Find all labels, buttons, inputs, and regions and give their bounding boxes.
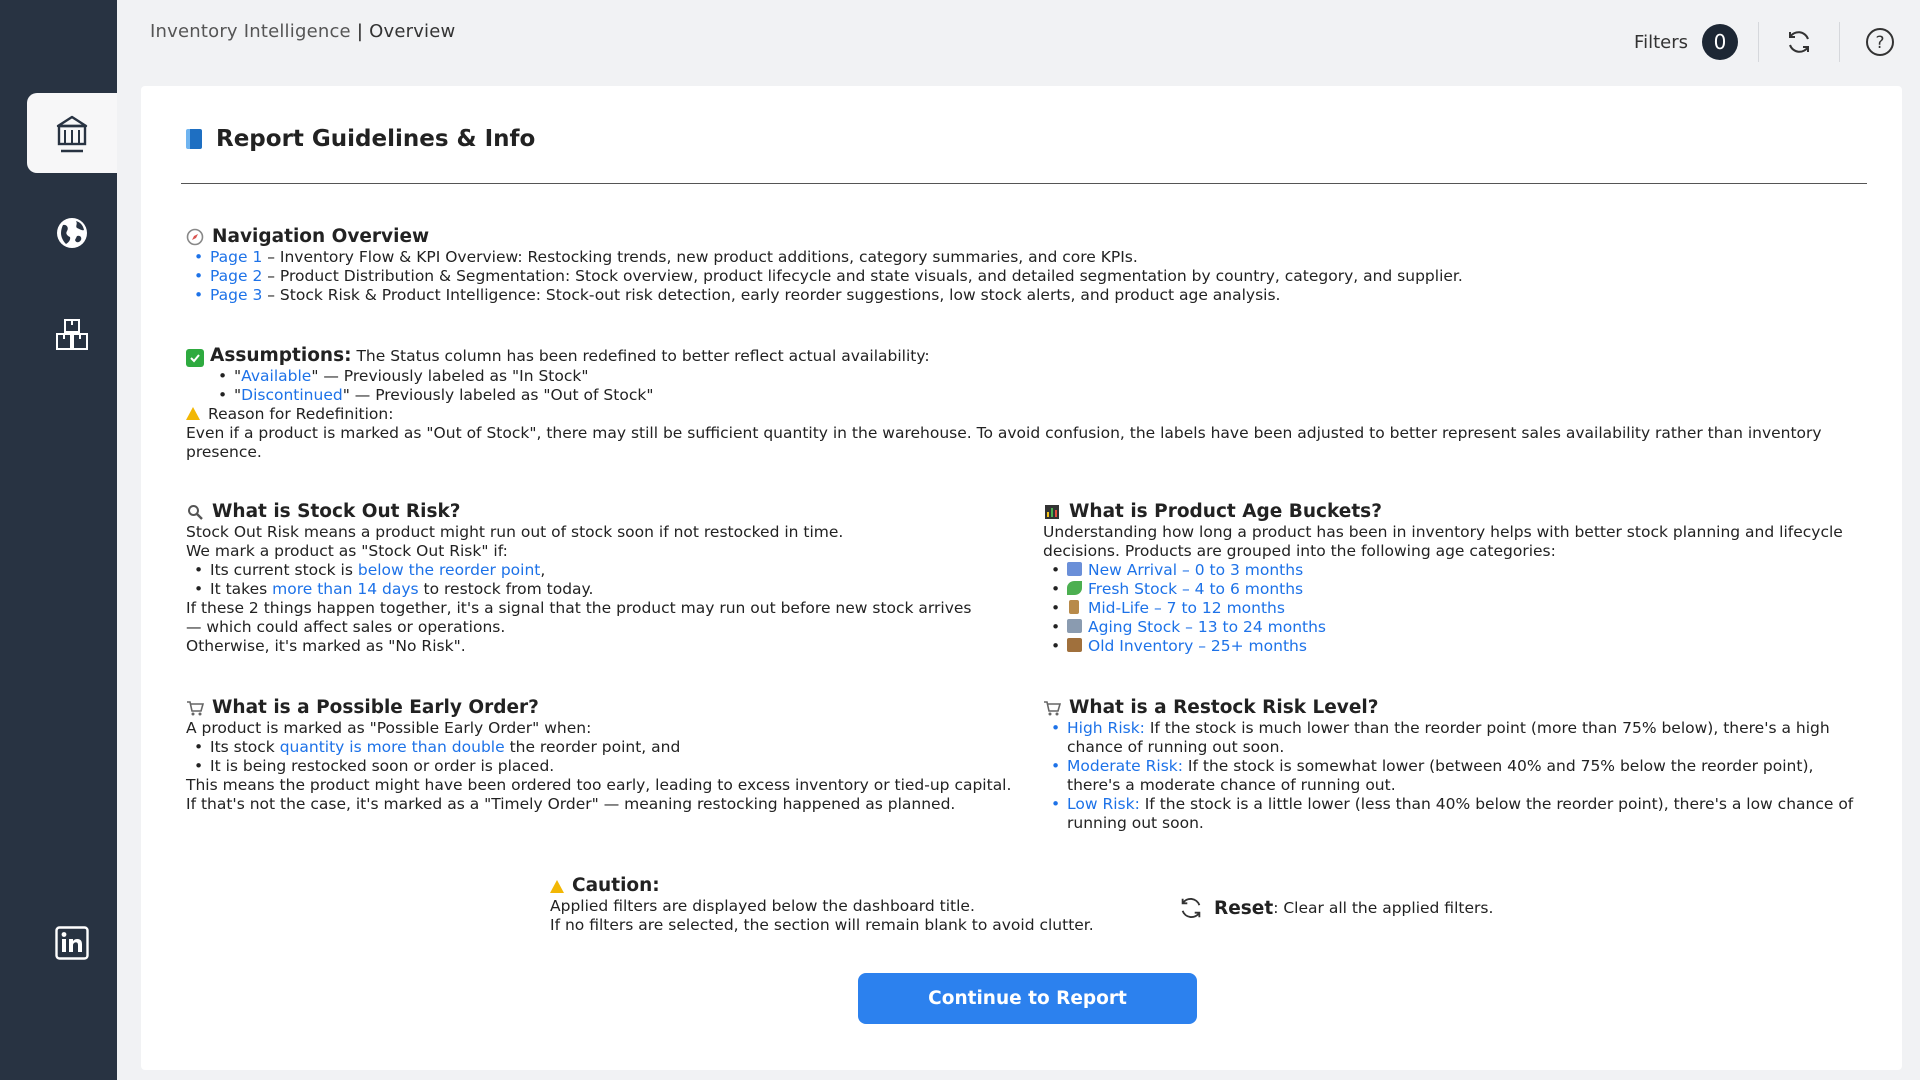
- filters-count-badge[interactable]: 0: [1702, 24, 1738, 60]
- nav-item-page-3: • Page 3 – Stock Risk & Product Intelligence: Stock-out risk detection, early reorder suggestions, low stock alerts, and product age analysis.: [186, 286, 1846, 305]
- reset-section: [1178, 895, 1578, 921]
- age-buckets-title: What is Product Age Buckets?: [1043, 501, 1843, 523]
- early-order-condition: • Its stock quantity is more than double the reorder point, and: [186, 738, 1016, 757]
- refresh-icon: [1785, 28, 1813, 56]
- cart-icon: [186, 699, 204, 717]
- book-icon: [186, 129, 202, 149]
- stock-out-risk-title: What is Stock Out Risk?: [186, 501, 986, 523]
- assumptions-title: Assumptions:: [210, 345, 352, 366]
- cart-icon: [1043, 699, 1061, 717]
- warehouse-icon: [55, 113, 89, 153]
- hourglass-icon: [1069, 600, 1079, 614]
- age-bucket-item: • Aging Stock – 13 to 24 months: [1043, 618, 1843, 637]
- refresh-icon: [1178, 895, 1204, 921]
- reset-label: Reset: [1214, 897, 1274, 919]
- page-title: Overview: [369, 21, 456, 42]
- assumptions-intro: The Status column has been redefined to better reflect actual availability:: [356, 347, 930, 365]
- header-divider: [1839, 22, 1840, 62]
- warning-icon: [550, 880, 564, 893]
- restock-risk-title: What is a Restock Risk Level?: [1043, 697, 1863, 719]
- card-title: [186, 126, 535, 152]
- breadcrumb: [150, 21, 455, 42]
- bar-chart-icon: [1043, 503, 1061, 521]
- early-order-condition: • It is being restocked soon or order is placed.: [186, 757, 1016, 776]
- age-bucket-item: • New Arrival – 0 to 3 months: [1043, 561, 1843, 580]
- svg-text:?: ?: [1875, 33, 1885, 53]
- page-1-link[interactable]: Page 1: [210, 248, 263, 266]
- compass-icon: [186, 228, 204, 246]
- sidebar: [0, 0, 117, 1080]
- risk-level-item: • High Risk: If the stock is much lower than the reorder point (more than 75% below), there's a high chance of running out soon.: [1043, 719, 1863, 757]
- sidebar-item-globe[interactable]: [27, 193, 117, 273]
- nav-item-page-2: • Page 2 – Product Distribution & Segmentation: Stock overview, product lifecycle and state visuals, and detailed segmentation by country, category, and supplier.: [186, 267, 1846, 286]
- age-bucket-item: • Mid-Life – 7 to 12 months: [1043, 599, 1843, 618]
- sidebar-item-linkedin[interactable]: [27, 903, 117, 983]
- header-actions: [1634, 18, 1900, 66]
- calendar-tear-icon: [1067, 619, 1082, 633]
- filters-label[interactable]: Filters: [1634, 31, 1688, 53]
- help-icon: [1865, 27, 1895, 57]
- breadcrumb-separator: |: [356, 21, 364, 42]
- header-divider: [1758, 22, 1759, 62]
- navigation-overview-section: [186, 226, 1846, 305]
- risk-level-item: • Moderate Risk: If the stock is somewhat lower (between 40% and 75% below the reorder point), there's a moderate chance of running out.: [1043, 757, 1863, 795]
- sidebar-item-warehouse[interactable]: [27, 93, 117, 173]
- stock-out-risk-section: What is Stock Out Risk? Stock Out Risk means a product might run out of stock soon if not restocked in time. We mark a product as "Stock Out Risk" if: • Its current stock is below the reorder point, • It takes more than 14 days to restock from today. If these 2 things happen together, it's a signal that the product may run out before new stock arrives — which could affect sales or operations. Otherwise, it's marked as "No Risk".: [186, 501, 986, 656]
- package-icon: [1067, 638, 1082, 652]
- caution-title: Caution:: [550, 875, 1130, 897]
- age-buckets-section: What is Product Age Buckets? Understanding how long a product has been in inventory helps with better stock planning and lifecycle decisions. Products are grouped into the following age categories: • New Arrival – 0 to 3 months • Fresh Stock – 4 to 6 months • Mid-Life – 7 to 12 months • Aging Stock – 13 to 24 months • Old Inventory – 25+ months: [1043, 501, 1843, 656]
- assumption-item: • "Discontinued" — Previously labeled as "Out of Stock": [186, 386, 1846, 405]
- card-title-text: Report Guidelines & Info: [216, 126, 536, 152]
- app-title: Inventory Intelligence: [150, 21, 351, 42]
- warning-icon: [186, 407, 200, 420]
- restock-risk-section: [1043, 697, 1863, 833]
- stock-out-condition: • It takes more than 14 days to restock from today.: [186, 580, 986, 599]
- page-3-link[interactable]: Page 3: [210, 286, 263, 304]
- caution-section: Caution: Applied filters are displayed below the dashboard title. If no filters are selected, the section will remain blank to avoid clutter.: [550, 875, 1130, 935]
- stock-out-condition: • Its current stock is below the reorder point,: [186, 561, 986, 580]
- guidelines-card: [141, 86, 1902, 1070]
- age-bucket-item: • Old Inventory – 25+ months: [1043, 637, 1843, 656]
- risk-level-item: • Low Risk: If the stock is a little lower (less than 40% below the reorder point), there's a low chance of running out soon.: [1043, 795, 1863, 833]
- sidebar-item-boxes[interactable]: [27, 295, 117, 375]
- seedling-icon: [1067, 581, 1082, 595]
- early-order-section: What is a Possible Early Order? A product is marked as "Possible Early Order" when: • Its stock quantity is more than double the reorder point, and • It is being restocked soon or order is placed. This means the product might have been ordered too early, leading to excess inventory or tied-up capital. If that's not the case, it's marked as a "Timely Order" — meaning restocking happened as planned.: [186, 697, 1016, 814]
- globe-icon: [55, 216, 89, 250]
- reset-text: : Clear all the applied filters.: [1273, 898, 1494, 917]
- continue-to-report-button[interactable]: Continue to Report: [858, 973, 1197, 1024]
- linkedin-icon: [55, 926, 89, 960]
- magnifier-icon: [186, 503, 204, 521]
- assumptions-section: [186, 346, 1846, 462]
- refresh-button[interactable]: [1779, 22, 1819, 62]
- help-button[interactable]: [1860, 22, 1900, 62]
- boxes-icon: [54, 317, 90, 353]
- nav-item-page-1: • Page 1 – Inventory Flow & KPI Overview: Restocking trends, new product additions, category summaries, and core KPIs.: [186, 248, 1846, 267]
- page-2-link[interactable]: Page 2: [210, 267, 263, 285]
- reason-label: Reason for Redefinition:: [208, 405, 394, 423]
- reason-text: Even if a product is marked as "Out of Stock", there may still be sufficient quantity in the warehouse. To avoid confusion, the labels have been adjusted to better represent sales availability rather than inventory presence.: [186, 424, 1822, 461]
- assumption-item: • "Available" — Previously labeled as "In Stock": [186, 367, 1846, 386]
- early-order-title: What is a Possible Early Order?: [186, 697, 1016, 719]
- age-bucket-item: • Fresh Stock – 4 to 6 months: [1043, 580, 1843, 599]
- title-divider: [181, 183, 1867, 184]
- navigation-overview-title: Navigation Overview: [186, 226, 1846, 248]
- check-icon: [186, 349, 204, 367]
- calendar-icon: [1067, 562, 1082, 576]
